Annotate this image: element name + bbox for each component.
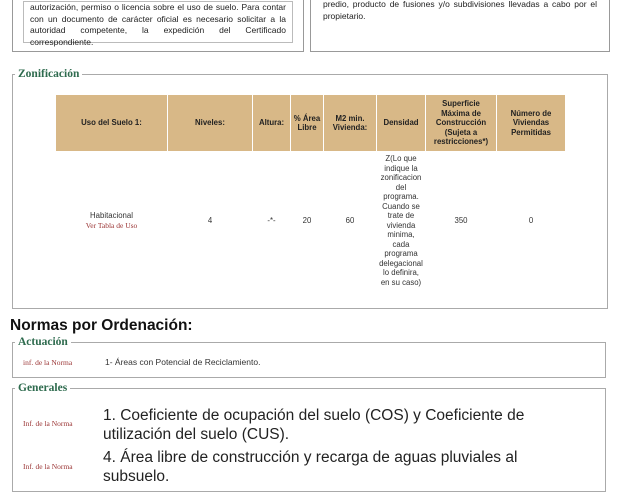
zonificacion-table (55, 94, 566, 290)
actuacion-section (12, 336, 606, 378)
cell-viviendas: 0 (528, 215, 534, 225)
info-box-left-inner (23, 1, 293, 47)
header-uso-suelo: Uso del Suelo 1: (56, 95, 167, 151)
generales-norma-text-1: 1. Coeficiente de ocupación del suelo (COS) y Coeficiente de utilización del suelo (CUS). (103, 407, 525, 443)
header-area-libre: % Área Libre (291, 95, 323, 151)
actuacion-legend: Actuación (18, 336, 68, 348)
generales-norma-text-2: 4. Área libre de construcción y recarga de aguas pluviales al subsuelo. (103, 449, 518, 485)
zonificacion-header-row (56, 95, 565, 151)
info-text-left: autorización, permiso o licencia sobre el uso de suelo. Para contar con un documento de carácter oficial es necesario solicitar a la autoridad competente, la expedición del Certificado correspondiente. (30, 2, 286, 47)
header-m2-min: M2 min. Vivienda: (324, 95, 376, 151)
info-box-right (310, 0, 610, 52)
generales-legend: Generales (18, 382, 68, 394)
normas-heading: Normas por Ordenación: (10, 317, 193, 334)
header-densidad: Densidad (377, 95, 425, 151)
cell-altura: -*- (267, 215, 276, 225)
zonificacion-data-row (56, 152, 565, 289)
header-altura: Altura: (253, 95, 290, 151)
uso-value: Habitacional (90, 211, 133, 220)
header-niveles: Niveles: (168, 95, 252, 151)
header-viviendas: Número de Viviendas Permitidas (497, 95, 565, 151)
ver-tabla-uso-link[interactable]: Ver Tabla de Uso (85, 220, 138, 230)
zonificacion-section (12, 68, 608, 309)
actuacion-description: 1- Áreas con Potencial de Reciclamiento. (105, 357, 261, 367)
cell-m2-min: 60 (345, 215, 355, 225)
info-box-right-inner (321, 1, 599, 43)
info-box-left (12, 0, 304, 52)
cell-uso (56, 152, 167, 289)
cell-densidad: Z(Lo que indique la zonificacion del programa. Cuando se trate de vivienda minima, cada programa delegacional lo definira, en su caso) (379, 154, 423, 287)
cell-niveles: 4 (207, 215, 213, 225)
header-superficie: Superficie Máxima de Construcción (Sujeta a restricciones*) (426, 95, 496, 151)
zonificacion-legend: Zonificación (18, 68, 80, 80)
cell-area-libre: 20 (302, 215, 312, 225)
actuacion-norma-link[interactable]: inf. de la Norma (23, 358, 73, 367)
generales-norma-link-2[interactable]: Inf. de la Norma (23, 462, 73, 471)
cell-superficie: 350 (454, 215, 468, 225)
info-text-right: predio, producto de fusiones y/o subdivisiones llevadas a cabo por el propietario. (323, 0, 597, 21)
generales-section (12, 382, 606, 492)
generales-norma-link-1[interactable]: Inf. de la Norma (23, 419, 73, 428)
